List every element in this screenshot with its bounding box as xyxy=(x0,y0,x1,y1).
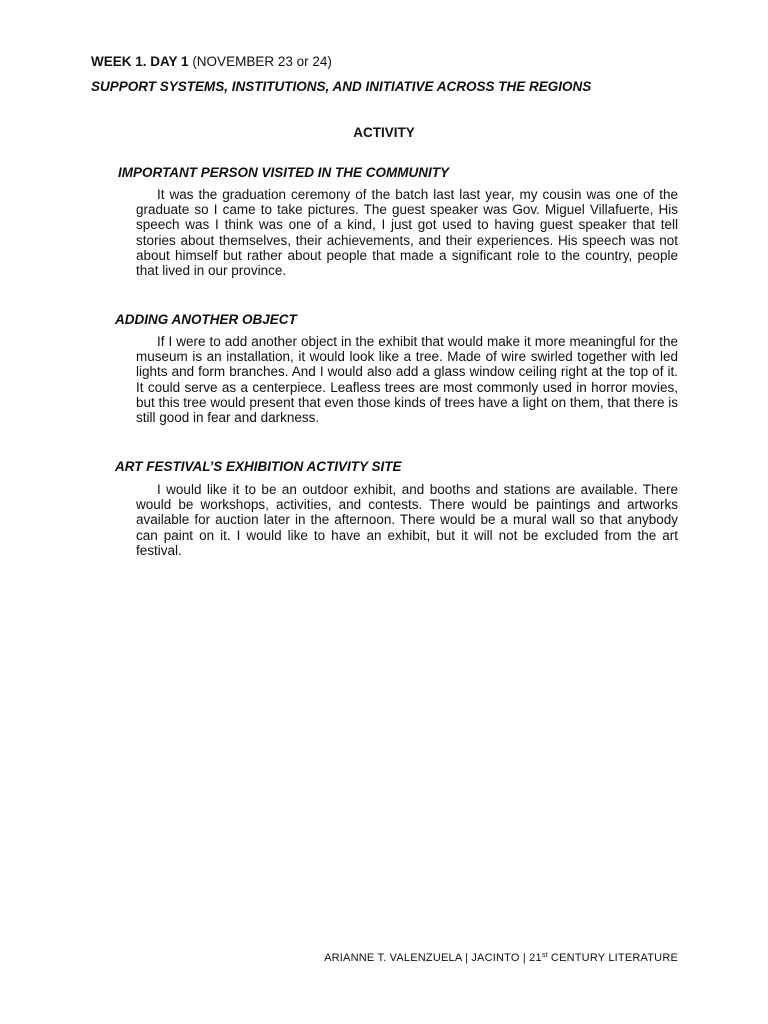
section-body-exhibition-site: I would like it to be an outdoor exhibit, and booths and stations are available. There would be workshops, activities, and contests. There would be paintings and artworks available for auction later in the afternoon. There would be a mural wall so that anybody can paint on it. I would like to have an exhibit, but it will not be excluded from the art festival. xyxy=(136,482,678,558)
date-label: (NOVEMBER 23 or 24) xyxy=(192,54,332,69)
section-body-adding-object: If I were to add another object in the exhibit that would make it more meaningful for the museum is an installation, it would look like a tree. Made of wire swirled together with led lights and form branches. And I would also add a glass window ceiling right at the top of it. It could serve as a centerpiece. Leafless trees are most commonly used in horror movies, but this tree would present that even those kinds of trees have a light on them, that there is still good in fear and darkness. xyxy=(136,334,678,426)
week-day-line xyxy=(91,53,332,70)
footer-course: CENTURY LITERATURE xyxy=(547,952,678,964)
section-body-important-person: It was the graduation ceremony of the batch last last year, my cousin was one of the graduate so I came to take pictures. The guest speaker was Gov. Miguel Villafuerte, His speech was I think was one of a kind, I just got used to having guest speaker that tell stories about themselves, their achievements, and their experiences. His speech was not about himself but rather about people that made a significant role to the country, people that lived in our province. xyxy=(136,187,678,279)
subject-title: SUPPORT SYSTEMS, INSTITUTIONS, AND INITIATIVE ACROSS THE REGIONS xyxy=(91,79,592,94)
week-day-label: WEEK 1. DAY 1 xyxy=(91,54,189,69)
page-footer xyxy=(324,951,678,966)
footer-author: ARIANNE T. VALENZUELA | JACINTO | 21 xyxy=(324,952,542,964)
section-heading-exhibition-site: ART FESTIVAL’S EXHIBITION ACTIVITY SITE xyxy=(115,459,402,474)
section-heading-important-person: IMPORTANT PERSON VISITED IN THE COMMUNITY xyxy=(118,165,450,180)
section-heading-adding-object: ADDING ANOTHER OBJECT xyxy=(115,312,297,327)
footer-superscript: st xyxy=(541,952,548,959)
activity-title: ACTIVITY xyxy=(353,125,415,140)
